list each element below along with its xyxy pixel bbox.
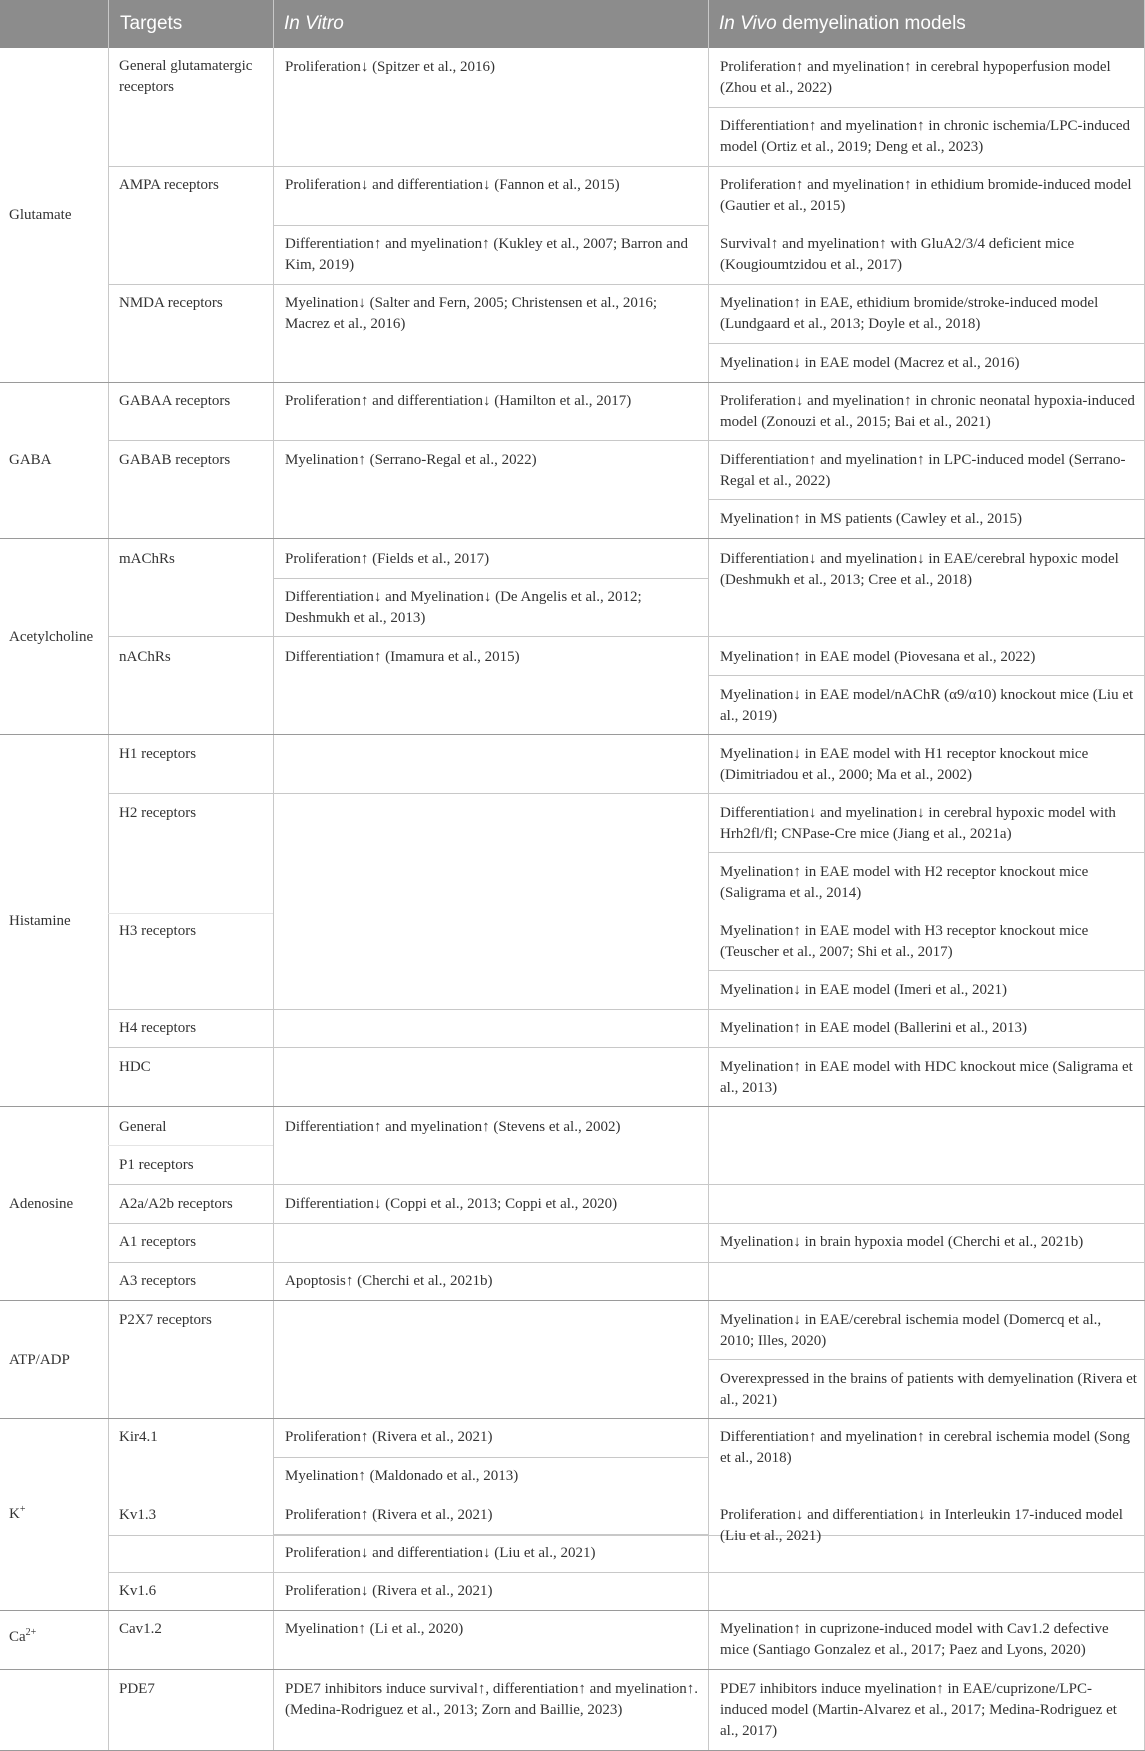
row-divider: [273, 1534, 708, 1535]
in-vitro-cell: Myelination↑ (Serrano-Regal et al., 2022): [285, 452, 537, 468]
in-vivo-cell: Myelination↑ in cuprizone-induced model with Cav1.2 defective mice (Santiago Gonzalez et al., 2017; Paez and Lyons, 2020): [720, 1621, 1109, 1658]
row-divider: [273, 578, 708, 579]
group-divider: [0, 1669, 1145, 1670]
in-vivo-cell: Myelination↑ in EAE model with H2 receptor knockout mice (Saligrama et al., 2014): [720, 864, 1089, 901]
group-divider: [0, 1300, 1145, 1301]
in-vitro-cell: Proliferation↑ and differentiation↓ (Hamilton et al., 2017): [285, 393, 632, 409]
in-vitro-cell: Differentiation↓ (Coppi et al., 2013; Coppi et al., 2020): [285, 1196, 618, 1212]
in-vitro-cell: Myelination↑ (Maldonado et al., 2013): [285, 1468, 519, 1484]
row-divider: [108, 636, 1145, 637]
in-vivo-cell: Differentiation↑ and myelination↑ in cerebral ischemia model (Song et al., 2018): [720, 1429, 1131, 1466]
in-vivo-cell: Differentiation↓ and myelination↓ in EAE/cerebral hypoxic model (Deshmukh et al., 2013; Cree et al., 2018): [720, 551, 1119, 588]
in-vitro-cell: Differentiation↑ (Imamura et al., 2015): [285, 649, 520, 665]
target-h2: H2 receptors: [119, 805, 197, 821]
row-divider: [108, 166, 1145, 167]
target-p1: P1 receptors: [119, 1157, 194, 1173]
col-divider: [708, 0, 709, 1751]
col-divider: [108, 0, 109, 1751]
in-vivo-cell: Proliferation↑ and myelination↑ in cerebral hypoperfusion model (Zhou et al., 2022): [720, 59, 1111, 96]
in-vitro-cell: Differentiation↑ and myelination↑ (Stevens et al., 2002): [285, 1119, 621, 1135]
row-divider: [708, 343, 1145, 344]
target-machrs: mAChRs: [119, 551, 175, 567]
target-a3: A3 receptors: [119, 1273, 197, 1289]
target-hdc: HDC: [119, 1059, 151, 1075]
target-ampa: AMPA receptors: [119, 177, 219, 193]
row-divider: [108, 1262, 1145, 1263]
row-divider: [108, 284, 1145, 285]
in-vitro-cell: Differentiation↓ and Myelination↓ (De Angelis et al., 2012; Deshmukh et al., 2013): [285, 589, 642, 626]
row-divider: [108, 1009, 1145, 1010]
in-vivo-cell: Survival↑ and myelination↑ with GluA2/3/4 deficient mice (Kougioumtzidou et al., 2017): [720, 236, 1075, 273]
target-a1: A1 receptors: [119, 1234, 197, 1250]
in-vivo-cell: Myelination↑ in EAE model with HDC knockout mice (Saligrama et al., 2013): [720, 1059, 1133, 1096]
group-potassium-base: K: [9, 1506, 20, 1522]
row-divider: [108, 1572, 1145, 1573]
group-calcium: [9, 1627, 36, 1648]
group-gaba: GABA: [9, 452, 52, 468]
row-divider: [273, 225, 708, 226]
in-vivo-cell: Myelination↑ in EAE model with H3 receptor knockout mice (Teuscher et al., 2007; Shi et al., 2017): [720, 923, 1089, 960]
row-divider: [108, 1223, 1145, 1224]
group-atp-adp: ATP/ADP: [9, 1352, 70, 1368]
group-divider: [0, 734, 1145, 735]
target-kir41: Kir4.1: [119, 1429, 158, 1445]
in-vivo-cell: Myelination↓ in EAE model (Imeri et al., 2021): [720, 982, 1008, 998]
in-vivo-cell: Differentiation↓ and myelination↓ in cerebral hypoxic model with Hrh2fl/fl; CNPase-Cre mice (Jiang et al., 2021a): [720, 805, 1116, 842]
in-vitro-cell: Proliferation↑ (Rivera et al., 2021): [285, 1507, 493, 1523]
target-a2a-a2b: A2a/A2b receptors: [119, 1196, 233, 1212]
in-vivo-cell: Myelination↓ in EAE model with H1 receptor knockout mice (Dimitriadou et al., 2000; Ma et al., 2002): [720, 746, 1089, 783]
group-divider: [0, 1418, 1145, 1419]
row-divider: [708, 970, 1145, 971]
in-vitro-cell: Proliferation↓ (Rivera et al., 2021): [285, 1583, 493, 1599]
in-vivo-cell: Myelination↑ in EAE, ethidium bromide/stroke-induced model (Lundgaard et al., 2013; Doyle et al., 2018): [720, 295, 1099, 332]
in-vitro-cell: PDE7 inhibitors induce survival↑, differentiation↑ and myelination↑. (Medina-Rodriguez et al., 2013; Zorn and Baillie, 2023): [285, 1681, 698, 1718]
row-divider: [708, 852, 1145, 853]
target-general-glutamatergic: General glutamatergic receptors: [119, 58, 253, 95]
in-vivo-cell: Myelination↓ in EAE/cerebral ischemia model (Domercq et al., 2010; Illes, 2020): [720, 1312, 1102, 1349]
in-vivo-cell: Differentiation↑ and myelination↑ in LPC-induced model (Serrano-Regal et al., 2022): [720, 452, 1126, 489]
in-vitro-cell: Myelination↑ (Li et al., 2020): [285, 1621, 464, 1637]
in-vivo-cell: Overexpressed in the brains of patients with demyelination (Rivera et al., 2021): [720, 1371, 1137, 1408]
in-vivo-cell: Proliferation↓ and myelination↑ in chronic neonatal hypoxia-induced model (Zonouzi et al., 2015; Bai et al., 2021): [720, 393, 1135, 430]
row-divider: [708, 1359, 1145, 1360]
table-header: [0, 0, 1145, 48]
in-vivo-cell: PDE7 inhibitors induce myelination↑ in EAE/cuprizone/LPC-induced model (Martin-Alvarez et al., 2017; Medina-Rodriguez et al., 2017): [720, 1681, 1117, 1739]
group-glutamate: Glutamate: [9, 207, 72, 223]
target-general: General: [119, 1119, 167, 1135]
row-divider: [108, 793, 1145, 794]
in-vitro-cell: Proliferation↓ (Spitzer et al., 2016): [285, 59, 495, 75]
target-h1: H1 receptors: [119, 746, 197, 762]
header-in-vitro: [284, 0, 344, 48]
row-divider: [108, 913, 273, 914]
col-divider: [273, 0, 274, 1751]
row-divider: [108, 1184, 1145, 1185]
in-vivo-cell: Myelination↑ in EAE model (Piovesana et al., 2022): [720, 649, 1036, 665]
in-vivo-cell: Myelination↓ in EAE model (Macrez et al., 2016): [720, 355, 1020, 371]
group-potassium-charge: +: [19, 1504, 26, 1515]
target-nmda: NMDA receptors: [119, 295, 223, 311]
group-acetylcholine: Acetylcholine: [9, 629, 94, 645]
group-calcium-charge: 2+: [25, 1627, 37, 1638]
in-vitro-cell: Myelination↓ (Salter and Fern, 2005; Christensen et al., 2016; Macrez et al., 2016): [285, 295, 658, 332]
row-divider: [108, 1047, 1145, 1048]
target-gabaa: GABAA receptors: [119, 393, 231, 409]
header-in-vivo-prefix: In Vivo: [719, 13, 777, 34]
in-vivo-cell: Myelination↑ in EAE model (Ballerini et al., 2013): [720, 1020, 1028, 1036]
target-h4: H4 receptors: [119, 1020, 197, 1036]
header-in-vivo: [719, 0, 966, 48]
target-h3: H3 receptors: [119, 923, 197, 939]
in-vivo-cell: Proliferation↓ and differentiation↓ in Interleukin 17-induced model (Liu et al., 2021): [720, 1507, 1123, 1544]
group-histamine: Histamine: [9, 913, 71, 929]
group-divider: [0, 538, 1145, 539]
in-vitro-cell: Proliferation↑ (Fields et al., 2017): [285, 551, 490, 567]
in-vivo-cell: Myelination↓ in brain hypoxia model (Cherchi et al., 2021b): [720, 1234, 1084, 1250]
row-divider: [108, 440, 1145, 441]
target-pde7: PDE7: [119, 1681, 155, 1697]
in-vitro-cell: Proliferation↓ and differentiation↓ (Fannon et al., 2015): [285, 177, 620, 193]
in-vivo-cell: Differentiation↑ and myelination↑ in chronic ischemia/LPC-induced model (Ortiz et al., 2019; Deng et al., 2023): [720, 118, 1131, 155]
in-vivo-cell: Proliferation↑ and myelination↑ in ethidium bromide-induced model (Gautier et al., 2015): [720, 177, 1132, 214]
header-in-vivo-suffix: demyelination models: [776, 13, 966, 34]
target-kv13: Kv1.3: [119, 1507, 157, 1523]
target-nachrs: nAChRs: [119, 649, 171, 665]
target-kv16: Kv1.6: [119, 1583, 157, 1599]
row-divider: [708, 499, 1145, 500]
group-potassium: [9, 1504, 25, 1525]
row-divider: [273, 1457, 708, 1458]
in-vivo-cell: Myelination↓ in EAE model/nAChR (α9/α10) knockout mice (Liu et al., 2019): [720, 687, 1134, 724]
row-divider: [108, 1145, 273, 1146]
row-divider: [708, 675, 1145, 676]
row-divider: [708, 107, 1145, 108]
target-p2x7: P2X7 receptors: [119, 1312, 212, 1328]
in-vivo-cell: Myelination↑ in MS patients (Cawley et al., 2015): [720, 511, 1023, 527]
in-vitro-cell: Differentiation↑ and myelination↑ (Kukley et al., 2007; Barron and Kim, 2019): [285, 236, 688, 273]
in-vitro-cell: Proliferation↑ (Rivera et al., 2021): [285, 1429, 493, 1445]
group-divider: [0, 1106, 1145, 1107]
group-calcium-base: Ca: [9, 1629, 26, 1645]
target-gabab: GABAB receptors: [119, 452, 231, 468]
in-vitro-cell: Apoptosis↑ (Cherchi et al., 2021b): [285, 1273, 493, 1289]
header-in-vitro-label: In Vitro: [284, 13, 344, 34]
group-divider: [0, 382, 1145, 383]
group-adenosine: Adenosine: [9, 1196, 74, 1212]
group-divider: [0, 1610, 1145, 1611]
target-cav12: Cav1.2: [119, 1621, 162, 1637]
in-vitro-cell: Proliferation↓ and differentiation↓ (Liu et al., 2021): [285, 1545, 596, 1561]
header-targets: Targets: [120, 13, 183, 34]
